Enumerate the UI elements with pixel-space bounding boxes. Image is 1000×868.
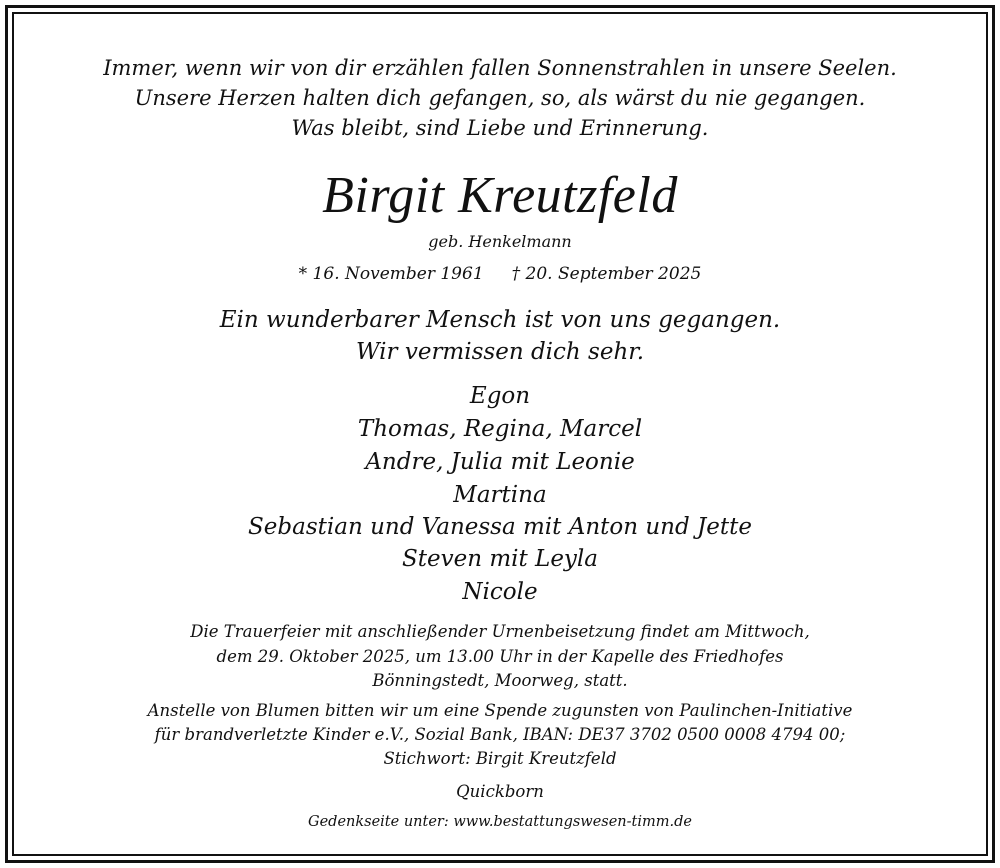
donation-line-2: für brandverletzte Kinder e.V., Sozial Bank, IBAN: DE37 3702 0500 0008 4794 00; bbox=[154, 725, 846, 744]
birth-name: geb. Henkelmann bbox=[428, 232, 572, 251]
death-date: † 20. September 2025 bbox=[511, 264, 702, 284]
mourner: Sebastian und Vanessa mit Anton und Jette bbox=[248, 514, 752, 540]
quote-line-1: Immer, wenn wir von dir erzählen fallen Sonnenstrahlen in unsere Seelen. bbox=[103, 56, 897, 80]
donation-line-1: Anstelle von Blumen bitten wir um eine Spende zugunsten von Paulinchen-Initiative bbox=[147, 701, 853, 720]
tribute-line-1: Ein wunderbarer Mensch ist von uns gegangen. bbox=[219, 307, 781, 333]
life-dates bbox=[0, 262, 1000, 286]
quote-line-3: Was bleibt, sind Liebe und Erinnerung. bbox=[291, 116, 709, 140]
mourner: Nicole bbox=[462, 579, 538, 605]
mourner: Thomas, Regina, Marcel bbox=[357, 416, 643, 442]
mourner: Martina bbox=[453, 482, 547, 508]
deceased-name: Birgit Kreutzfeld bbox=[322, 167, 678, 224]
memorial-page-link[interactable]: Gedenkseite unter: www.bestattungswesen-timm.de bbox=[308, 814, 692, 830]
place: Quickborn bbox=[456, 782, 544, 801]
mourner: Steven mit Leyla bbox=[401, 546, 598, 572]
ceremony-line-1: Die Trauerfeier mit anschließender Urnenbeisetzung findet am Mittwoch, bbox=[190, 622, 810, 641]
mourner: Egon bbox=[469, 383, 531, 409]
ceremony-line-3: Bönningstedt, Moorweg, statt. bbox=[372, 671, 628, 690]
tribute-line-2: Wir vermissen dich sehr. bbox=[355, 339, 645, 365]
mourner: Andre, Julia mit Leonie bbox=[365, 449, 635, 475]
ceremony-line-2: dem 29. Oktober 2025, um 13.00 Uhr in der Kapelle des Friedhofes bbox=[216, 647, 784, 666]
donation-line-3: Stichwort: Birgit Kreutzfeld bbox=[383, 749, 617, 768]
birth-date: * 16. November 1961 bbox=[298, 264, 484, 284]
quote-line-2: Unsere Herzen halten dich gefangen, so, als wärst du nie gegangen. bbox=[134, 86, 866, 110]
